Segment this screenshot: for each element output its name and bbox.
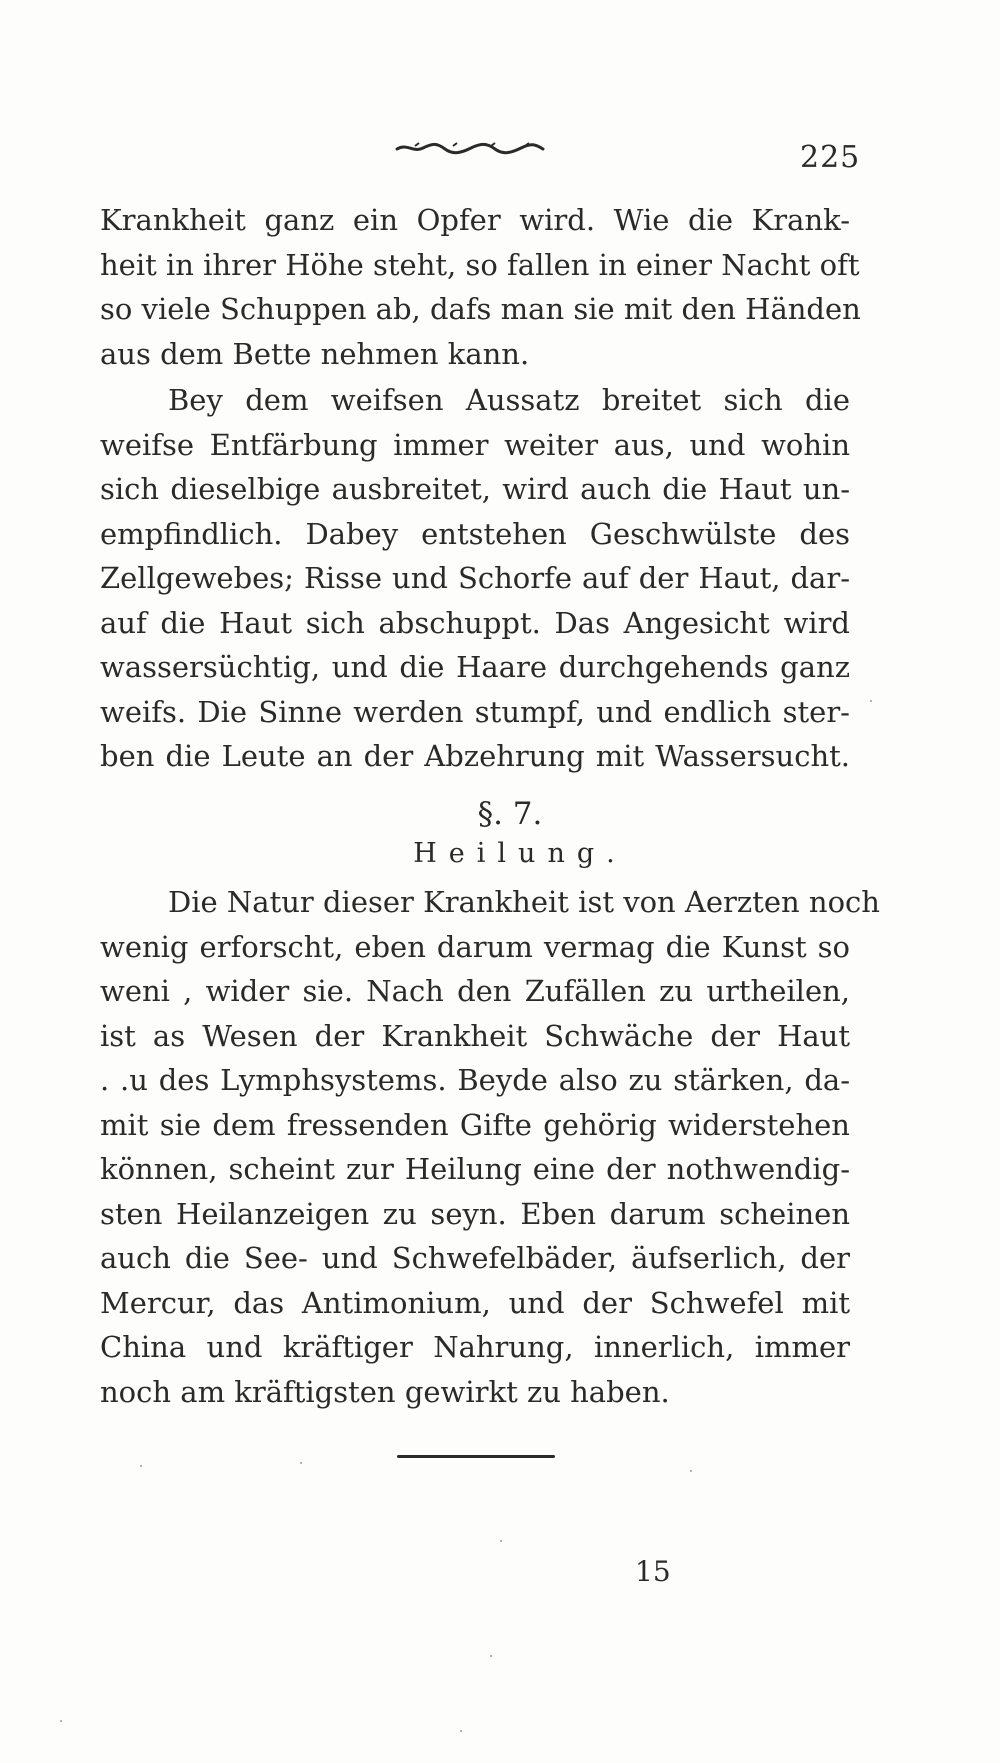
text-line: weifs. Die Sinne werden stumpf, und endlich ster- <box>100 694 850 729</box>
paper-speck <box>60 1720 62 1722</box>
end-rule <box>397 1455 555 1458</box>
text-line: auch die See- und Schwefelbäder, äufserlich, der <box>100 1241 850 1275</box>
text-line: so viele Schuppen ab, dafs man sie mit den Händen <box>100 292 861 326</box>
text-line: ben die Leute an der Abzehrung mit Wassersucht. <box>100 739 850 773</box>
text-line: sten Heilanzeigen zu seyn. Eben darum scheinen <box>100 1196 850 1231</box>
text-line: China und kräftiger Nahrung, innerlich, immer <box>100 1330 850 1364</box>
paragraph-1 <box>100 198 861 376</box>
paper-speck <box>140 1465 142 1467</box>
paragraph-2 <box>100 378 850 779</box>
paragraph-3 <box>100 880 880 1414</box>
text-line: weni , wider sie. Nach den Zufällen zu urtheilen, <box>100 974 850 1008</box>
signature-mark: 15 <box>635 1555 671 1588</box>
text-line: Die Natur dieser Krankheit ist von Aerzten noch <box>168 885 880 919</box>
text-line: ist as Wesen der Krankheit Schwäche der Haut <box>100 1018 850 1053</box>
text-line: wassersüchtig, und die Haare durchgehends ganz <box>100 650 850 684</box>
text-line: heit in ihrer Höhe steht, so fallen in einer Nacht oft <box>100 247 860 282</box>
text-line: noch am kräftigsten gewirkt zu haben. <box>100 1374 670 1409</box>
paper-speck <box>690 1470 692 1472</box>
text-line: Mercur, das Antimonium, und der Schwefel mit <box>100 1285 850 1320</box>
text-line: . .u des Lymphsystems. Beyde also zu stärken, da- <box>100 1063 850 1097</box>
text-line: empfindlich. Dabey entstehen Geschwülste des <box>100 516 850 551</box>
text-line: wenig erforscht, eben darum vermag die Kunst so <box>100 929 850 964</box>
section-number: §. 7. <box>477 796 543 832</box>
paper-speck <box>500 1540 502 1542</box>
header-ornament-icon <box>395 140 545 156</box>
text-line: Zellgewebes; Risse und Schorfe auf der Haut, dar- <box>100 561 850 595</box>
paper-speck <box>460 1730 462 1732</box>
text-line: auf die Haut sich abschuppt. Das Angesicht wird <box>100 605 850 640</box>
paper-speck <box>870 700 872 702</box>
page-number: 225 <box>800 140 861 175</box>
paper-speck <box>300 1462 302 1464</box>
text-line: Bey dem weifsen Aussatz breitet sich die <box>168 383 850 417</box>
text-line: mit sie dem fressenden Gifte gehörig widerstehen <box>100 1107 850 1142</box>
text-line: Krankheit ganz ein Opfer wird. Wie die Krank- <box>100 203 850 237</box>
section-title: Heilung. <box>413 838 627 869</box>
paper-speck <box>490 1655 492 1657</box>
text-line: aus dem Bette nehmen kann. <box>100 336 530 371</box>
text-line: können, scheint zur Heilung eine der nothwendig- <box>100 1152 850 1186</box>
text-line: weifse Entfärbung immer weiter aus, und wohin <box>100 427 850 462</box>
text-line: sich dieselbige ausbreitet, wird auch die Haut un- <box>100 472 850 506</box>
